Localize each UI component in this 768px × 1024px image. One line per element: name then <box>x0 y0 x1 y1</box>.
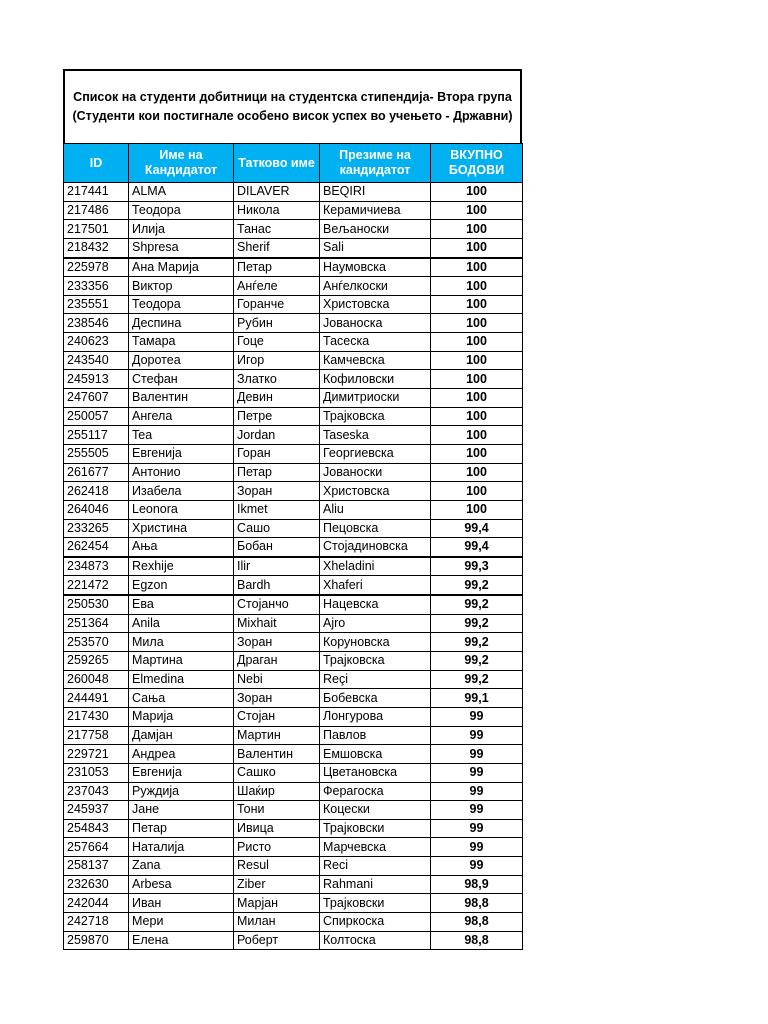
cell-surname: Камчевска <box>320 351 431 370</box>
cell-name: Arbesa <box>129 875 234 894</box>
cell-name: Ања <box>129 538 234 557</box>
cell-surname: Пецовска <box>320 519 431 538</box>
scholarship-sheet <box>63 69 522 950</box>
table-row <box>64 314 523 333</box>
cell-score: 99 <box>431 838 523 857</box>
cell-surname: Емшовска <box>320 745 431 764</box>
cell-surname: Стојадиновска <box>320 538 431 557</box>
cell-father: Горанче <box>234 295 320 314</box>
cell-id: 217501 <box>64 220 129 239</box>
cell-name: Јане <box>129 801 234 820</box>
table-row <box>64 426 523 445</box>
cell-father: Стојан <box>234 707 320 726</box>
cell-surname: Христовска <box>320 295 431 314</box>
cell-father: Валентин <box>234 745 320 764</box>
cell-surname: Керамичиева <box>320 201 431 220</box>
cell-score: 99 <box>431 819 523 838</box>
table-row <box>64 614 523 633</box>
cell-father: Драган <box>234 652 320 671</box>
cell-score: 99,1 <box>431 689 523 708</box>
cell-surname: Ферагоска <box>320 782 431 801</box>
cell-score: 99 <box>431 707 523 726</box>
cell-surname: Георгиевска <box>320 444 431 463</box>
table-row <box>64 838 523 857</box>
table-row <box>64 351 523 370</box>
cell-surname: Rahmani <box>320 875 431 894</box>
table-row <box>64 707 523 726</box>
cell-surname: Марчевска <box>320 838 431 857</box>
cell-score: 100 <box>431 220 523 239</box>
table-row <box>64 538 523 557</box>
cell-score: 99 <box>431 801 523 820</box>
cell-surname: Павлов <box>320 726 431 745</box>
table-row <box>64 875 523 894</box>
cell-id: 258137 <box>64 857 129 876</box>
cell-score: 98,8 <box>431 912 523 931</box>
cell-name: Андреа <box>129 745 234 764</box>
cell-surname: Христовска <box>320 482 431 501</box>
cell-score: 99,2 <box>431 652 523 671</box>
cell-surname: BEQIRI <box>320 183 431 202</box>
table-row <box>64 444 523 463</box>
cell-surname: Кофиловски <box>320 370 431 389</box>
cell-name: Ана Марија <box>129 258 234 277</box>
cell-father: Ристо <box>234 838 320 857</box>
cell-score: 100 <box>431 444 523 463</box>
table-row <box>64 220 523 239</box>
cell-surname: Трајковска <box>320 652 431 671</box>
cell-name: Руждија <box>129 782 234 801</box>
cell-id: 245913 <box>64 370 129 389</box>
cell-id: 243540 <box>64 351 129 370</box>
cell-name: Shpresa <box>129 238 234 257</box>
table-row <box>64 595 523 614</box>
cell-id: 217758 <box>64 726 129 745</box>
cell-name: Евгенија <box>129 444 234 463</box>
cell-name: Виктор <box>129 277 234 296</box>
cell-id: 231053 <box>64 763 129 782</box>
table-row <box>64 726 523 745</box>
cell-father: Jordan <box>234 426 320 445</box>
cell-surname: Јованоски <box>320 463 431 482</box>
table-row <box>64 857 523 876</box>
cell-id: 235551 <box>64 295 129 314</box>
cell-name: Наталија <box>129 838 234 857</box>
document-title <box>63 69 522 143</box>
cell-id: 250530 <box>64 595 129 614</box>
cell-id: 221472 <box>64 576 129 595</box>
cell-id: 233265 <box>64 519 129 538</box>
cell-father: Зоран <box>234 689 320 708</box>
cell-surname: Reci <box>320 857 431 876</box>
cell-father: Mixhait <box>234 614 320 633</box>
cell-father: Бобан <box>234 538 320 557</box>
cell-score: 100 <box>431 370 523 389</box>
cell-id: 255505 <box>64 444 129 463</box>
cell-id: 240623 <box>64 333 129 352</box>
cell-score: 99,2 <box>431 614 523 633</box>
cell-father: Мартин <box>234 726 320 745</box>
cell-father: Роберт <box>234 931 320 950</box>
cell-score: 100 <box>431 351 523 370</box>
table-row <box>64 201 523 220</box>
cell-father: Sherif <box>234 238 320 257</box>
cell-score: 99,4 <box>431 519 523 538</box>
cell-id: 237043 <box>64 782 129 801</box>
cell-name: Иван <box>129 894 234 913</box>
cell-score: 98,9 <box>431 875 523 894</box>
cell-name: Дамјан <box>129 726 234 745</box>
cell-score: 100 <box>431 482 523 501</box>
title-line-2: (Студенти кои постигнале особено висок успех во учењето - Државни) <box>72 109 513 123</box>
cell-surname: Aliu <box>320 500 431 519</box>
cell-surname: Ajro <box>320 614 431 633</box>
cell-id: 247607 <box>64 389 129 408</box>
table-row <box>64 482 523 501</box>
cell-surname: Нацевска <box>320 595 431 614</box>
cell-name: Антонио <box>129 463 234 482</box>
cell-score: 100 <box>431 500 523 519</box>
cell-name: Теодора <box>129 201 234 220</box>
cell-score: 99,3 <box>431 557 523 576</box>
cell-name: Елена <box>129 931 234 950</box>
cell-id: 254843 <box>64 819 129 838</box>
table-row <box>64 500 523 519</box>
cell-score: 98,8 <box>431 931 523 950</box>
table-row <box>64 763 523 782</box>
cell-score: 100 <box>431 258 523 277</box>
cell-id: 253570 <box>64 633 129 652</box>
cell-name: Доротеа <box>129 351 234 370</box>
cell-name: Сања <box>129 689 234 708</box>
table-row <box>64 633 523 652</box>
cell-surname: Јованоска <box>320 314 431 333</box>
cell-name: Стефан <box>129 370 234 389</box>
cell-surname: Xhaferi <box>320 576 431 595</box>
cell-score: 100 <box>431 238 523 257</box>
table-row <box>64 519 523 538</box>
cell-surname: Xheladini <box>320 557 431 576</box>
cell-name: Деспина <box>129 314 234 333</box>
cell-father: Сашко <box>234 763 320 782</box>
cell-name: Мартина <box>129 652 234 671</box>
cell-id: 255117 <box>64 426 129 445</box>
cell-father: Стојанчо <box>234 595 320 614</box>
cell-father: Горан <box>234 444 320 463</box>
cell-id: 234873 <box>64 557 129 576</box>
cell-id: 261677 <box>64 463 129 482</box>
cell-surname: Коцески <box>320 801 431 820</box>
header-row <box>64 144 523 183</box>
header-surname: Презиме на кандидатот <box>320 144 431 183</box>
students-table <box>63 143 523 950</box>
table-row <box>64 670 523 689</box>
cell-id: 250057 <box>64 407 129 426</box>
table-body <box>64 183 523 950</box>
cell-father: Сашо <box>234 519 320 538</box>
cell-father: Милан <box>234 912 320 931</box>
table-row <box>64 370 523 389</box>
cell-score: 100 <box>431 183 523 202</box>
cell-id: 217430 <box>64 707 129 726</box>
cell-surname: Колтоска <box>320 931 431 950</box>
cell-father: Ilir <box>234 557 320 576</box>
cell-name: Илија <box>129 220 234 239</box>
table-row <box>64 931 523 950</box>
table-row <box>64 258 523 277</box>
cell-id: 245937 <box>64 801 129 820</box>
cell-id: 217441 <box>64 183 129 202</box>
cell-name: Евгенија <box>129 763 234 782</box>
cell-surname: Тасеска <box>320 333 431 352</box>
cell-father: Ивица <box>234 819 320 838</box>
cell-score: 99,4 <box>431 538 523 557</box>
table-row <box>64 576 523 595</box>
cell-father: Петре <box>234 407 320 426</box>
cell-score: 100 <box>431 389 523 408</box>
cell-father: Златко <box>234 370 320 389</box>
cell-score: 99,2 <box>431 595 523 614</box>
table-row <box>64 745 523 764</box>
table-row <box>64 389 523 408</box>
table-row <box>64 463 523 482</box>
cell-name: Leonora <box>129 500 234 519</box>
cell-name: Теодора <box>129 295 234 314</box>
cell-id: 244491 <box>64 689 129 708</box>
table-row <box>64 407 523 426</box>
cell-score: 98,8 <box>431 894 523 913</box>
cell-father: Гоце <box>234 333 320 352</box>
cell-name: Мила <box>129 633 234 652</box>
cell-surname: Цветановска <box>320 763 431 782</box>
cell-id: 259265 <box>64 652 129 671</box>
cell-score: 100 <box>431 295 523 314</box>
cell-father: DILAVER <box>234 183 320 202</box>
header-id: ID <box>64 144 129 183</box>
table-row <box>64 689 523 708</box>
cell-id: 259870 <box>64 931 129 950</box>
cell-name: ALMA <box>129 183 234 202</box>
cell-id: 225978 <box>64 258 129 277</box>
cell-father: Анѓеле <box>234 277 320 296</box>
cell-name: Изабела <box>129 482 234 501</box>
table-row <box>64 183 523 202</box>
cell-father: Петар <box>234 258 320 277</box>
cell-surname: Трајковска <box>320 407 431 426</box>
cell-name: Zana <box>129 857 234 876</box>
table-row <box>64 333 523 352</box>
table-row <box>64 557 523 576</box>
title-line-1: Список на студенти добитници на студентска стипендија- Втора група <box>73 90 512 104</box>
cell-id: 233356 <box>64 277 129 296</box>
cell-name: Ева <box>129 595 234 614</box>
cell-id: 232630 <box>64 875 129 894</box>
cell-father: Ikmet <box>234 500 320 519</box>
cell-score: 100 <box>431 277 523 296</box>
cell-id: 242044 <box>64 894 129 913</box>
cell-name: Tea <box>129 426 234 445</box>
cell-father: Никола <box>234 201 320 220</box>
table-row <box>64 295 523 314</box>
cell-score: 99,2 <box>431 576 523 595</box>
cell-surname: Анѓелкоски <box>320 277 431 296</box>
cell-father: Марјан <box>234 894 320 913</box>
table-row <box>64 912 523 931</box>
cell-id: 260048 <box>64 670 129 689</box>
cell-surname: Коруновска <box>320 633 431 652</box>
table-row <box>64 238 523 257</box>
cell-father: Рубин <box>234 314 320 333</box>
cell-score: 99,2 <box>431 633 523 652</box>
header-father: Татково име <box>234 144 320 183</box>
cell-father: Игор <box>234 351 320 370</box>
cell-score: 100 <box>431 426 523 445</box>
cell-father: Зоран <box>234 633 320 652</box>
cell-surname: Наумовска <box>320 258 431 277</box>
cell-id: 262418 <box>64 482 129 501</box>
cell-score: 100 <box>431 333 523 352</box>
cell-father: Шаќир <box>234 782 320 801</box>
cell-score: 99,2 <box>431 670 523 689</box>
cell-name: Ангела <box>129 407 234 426</box>
cell-surname: Димитриоски <box>320 389 431 408</box>
header-name: Име на Кандидатот <box>129 144 234 183</box>
cell-name: Мери <box>129 912 234 931</box>
cell-score: 100 <box>431 463 523 482</box>
cell-score: 99 <box>431 763 523 782</box>
cell-surname: Вељаноски <box>320 220 431 239</box>
table-row <box>64 652 523 671</box>
cell-id: 257664 <box>64 838 129 857</box>
table-row <box>64 782 523 801</box>
cell-name: Валентин <box>129 389 234 408</box>
table-row <box>64 801 523 820</box>
cell-surname: Спиркоска <box>320 912 431 931</box>
cell-score: 100 <box>431 407 523 426</box>
cell-id: 217486 <box>64 201 129 220</box>
table-row <box>64 277 523 296</box>
cell-id: 242718 <box>64 912 129 931</box>
cell-father: Тони <box>234 801 320 820</box>
cell-score: 99 <box>431 857 523 876</box>
cell-father: Resul <box>234 857 320 876</box>
cell-name: Христина <box>129 519 234 538</box>
cell-name: Тамара <box>129 333 234 352</box>
cell-score: 99 <box>431 726 523 745</box>
header-score: ВКУПНО БОДОВИ <box>431 144 523 183</box>
cell-father: Петар <box>234 463 320 482</box>
cell-score: 100 <box>431 201 523 220</box>
cell-id: 251364 <box>64 614 129 633</box>
cell-id: 238546 <box>64 314 129 333</box>
cell-father: Ziber <box>234 875 320 894</box>
cell-surname: Лонгурова <box>320 707 431 726</box>
cell-surname: Трајковски <box>320 894 431 913</box>
table-row <box>64 894 523 913</box>
table-row <box>64 819 523 838</box>
cell-name: Rexhije <box>129 557 234 576</box>
cell-father: Танас <box>234 220 320 239</box>
cell-score: 99 <box>431 745 523 764</box>
cell-id: 264046 <box>64 500 129 519</box>
cell-father: Девин <box>234 389 320 408</box>
cell-surname: Taseska <box>320 426 431 445</box>
cell-name: Egzon <box>129 576 234 595</box>
cell-id: 218432 <box>64 238 129 257</box>
cell-name: Марија <box>129 707 234 726</box>
cell-score: 99 <box>431 782 523 801</box>
cell-surname: Sali <box>320 238 431 257</box>
cell-id: 229721 <box>64 745 129 764</box>
cell-surname: Трајковски <box>320 819 431 838</box>
cell-father: Зоран <box>234 482 320 501</box>
cell-id: 262454 <box>64 538 129 557</box>
cell-name: Петар <box>129 819 234 838</box>
cell-father: Nebi <box>234 670 320 689</box>
cell-name: Anila <box>129 614 234 633</box>
cell-surname: Бобевска <box>320 689 431 708</box>
cell-surname: Reçi <box>320 670 431 689</box>
cell-score: 100 <box>431 314 523 333</box>
cell-father: Bardh <box>234 576 320 595</box>
cell-name: Elmedina <box>129 670 234 689</box>
